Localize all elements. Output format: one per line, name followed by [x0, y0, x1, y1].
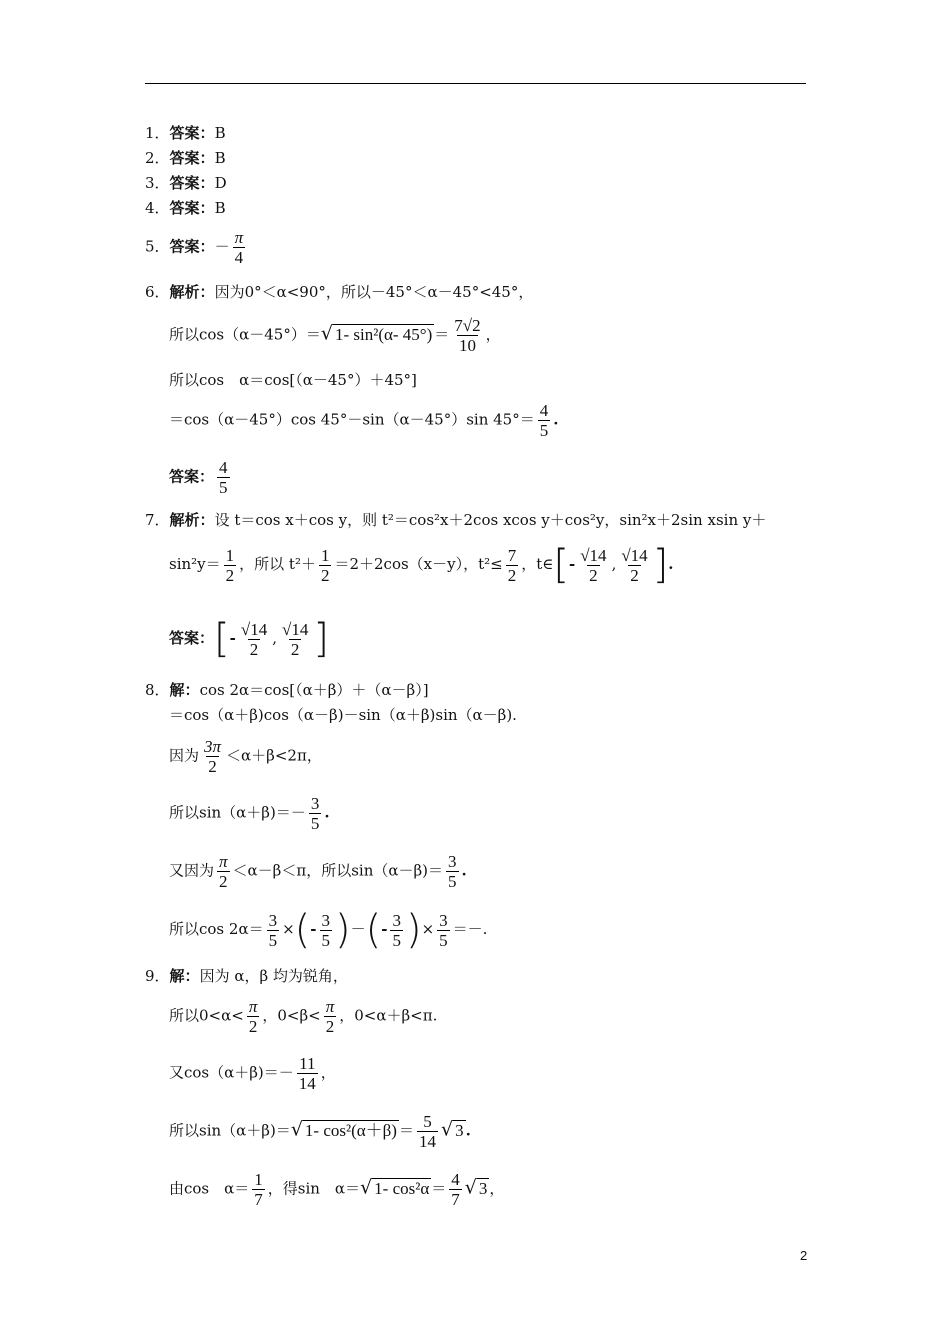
- fraction: $\frac{3}{5}$: [310, 794, 320, 833]
- q7-line2: sin²y＝ $\frac{1}{2}$ ，所以 t²＋ $\frac{1}{2}$ ＝2＋2cos（x－y），t²≤ $\frac{7}{2}$ ，t∈[- $\frac{√14}{2}$ , $\frac{√14}{2}$ ].: [169, 542, 674, 588]
- q6-line2: 所以cos（α－45°）＝√ 1- sin²(α- 45°) ＝ $\frac{7√2}{10}$ ，: [169, 316, 501, 355]
- answer-3: 3．答案：D: [145, 174, 227, 192]
- q6-line3: 所以cos α＝cos[（α－45°）＋45°]: [169, 371, 417, 389]
- fraction: $\frac{4}{5}$: [539, 401, 549, 440]
- q6-line1: 6．解析：因为0°＜α<90°，所以－45°＜α－45°<45°，: [145, 283, 534, 301]
- q8-line3: 因为 $\frac{3\pi}{2}$ ＜α＋β<2π，: [169, 737, 322, 776]
- fraction: $\frac{\pi}{2}$: [219, 852, 228, 891]
- fraction: $\frac{1}{7}$: [254, 1170, 263, 1209]
- fraction: $\frac{5}{14}$: [419, 1112, 436, 1151]
- left-bracket: [: [553, 542, 569, 588]
- q8-line6: 所以cos 2α＝ $\frac{3}{5}$ ×(- $\frac{3}{5}$ )－(- $\frac{3}{5}$ )× $\frac{3}{5}$ ＝－.: [169, 907, 488, 953]
- fraction: $\frac{3}{5}$: [268, 910, 278, 950]
- q9-line5: 由cos α＝ $\frac{1}{7}$ ，得sin α＝√ 1- cos²α ＝ $\frac{4}{7}$ √ 3 ，: [169, 1170, 505, 1209]
- fraction: $\frac{3\pi}{2}$: [204, 737, 222, 776]
- header-rule: [145, 83, 806, 84]
- page-number: 2: [800, 1248, 808, 1263]
- radical: 1- cos²(α＋β): [304, 1120, 397, 1140]
- fraction: $\frac{7√2}{10}$: [454, 316, 481, 355]
- answer-1: 1．答案：B: [145, 124, 226, 142]
- fraction: $\frac{3}{5}$: [448, 852, 457, 891]
- fraction: $\frac{\pi}{4}$: [234, 228, 244, 267]
- left-bracket: [: [214, 616, 230, 662]
- right-bracket: ]: [652, 542, 669, 588]
- fraction: $\frac{\pi}{2}$: [248, 997, 258, 1036]
- q8-line2: ＝cos（α＋β)cos（α－β)－sin（α＋β)sin（α－β).: [169, 706, 517, 724]
- fraction: $\frac{4}{5}$: [219, 458, 228, 497]
- q7-answer: 答案：[- $\frac{√14}{2}$ , $\frac{√14}{2}$ ]: [169, 616, 329, 662]
- radical: 3: [478, 1178, 488, 1198]
- q8-line1: 8．解：cos 2α＝cos[（α＋β）＋（α－β）]: [145, 681, 429, 699]
- right-paren: ): [405, 907, 422, 953]
- answer-2: 2．答案：B: [145, 149, 226, 167]
- answer-4: 4．答案：B: [145, 199, 226, 217]
- q8-line5: 又因为 $\frac{\pi}{2}$ ＜α－β＜π，所以sin（α－β)＝ $\frac{3}{5}$ .: [169, 852, 467, 891]
- fraction: $\frac{7}{2}$: [507, 545, 517, 585]
- fraction: $\frac{1}{2}$: [225, 545, 235, 585]
- q8-line4: 所以sin（α＋β)＝－ $\frac{3}{5}$ .: [169, 794, 330, 833]
- q6-answer: 答案： $\frac{4}{5}$: [169, 458, 228, 497]
- q9-line3: 又cos（α＋β)＝－ $\frac{11}{14}$ ，: [169, 1054, 336, 1093]
- q9-line1: 9．解：因为 α，β 均为锐角，: [145, 967, 348, 985]
- fraction: $\frac{√14}{2}$: [281, 619, 309, 659]
- q6-line4: ＝cos（α－45°）cos 45°－sin（α－45°）sin 45°＝ $\frac{4}{5}$ .: [169, 401, 559, 440]
- fraction: $\frac{3}{5}$: [392, 910, 401, 950]
- q9-line2: 所以0<α< $\frac{\pi}{2}$ ，0<β< $\frac{\pi}{2}$ ，0<α＋β<π.: [169, 997, 438, 1036]
- radical: 1- sin²(α- 45°): [334, 324, 433, 344]
- fraction: $\frac{√14}{2}$: [580, 545, 607, 585]
- fraction: $\frac{\pi}{2}$: [325, 997, 335, 1036]
- fraction: $\frac{4}{7}$: [451, 1170, 460, 1209]
- fraction: $\frac{√14}{2}$: [621, 545, 648, 585]
- fraction: $\frac{1}{2}$: [320, 545, 330, 585]
- fraction: $\frac{3}{5}$: [321, 910, 330, 950]
- right-bracket: ]: [313, 616, 329, 662]
- fraction: $\frac{√14}{2}$: [240, 619, 268, 659]
- q9-line4: 所以sin（α＋β)＝√ 1- cos²(α＋β) ＝ $\frac{5}{14}$ √ 3 .: [169, 1112, 471, 1151]
- right-paren: ): [335, 907, 351, 953]
- left-paren: (: [294, 907, 311, 953]
- answer-5: 5．答案：－ $\frac{\pi}{4}$: [145, 228, 244, 267]
- fraction: $\frac{11}{14}$: [298, 1054, 316, 1093]
- q7-line1: 7．解析：设 t＝cos x＋cos y，则 t²＝cos²x＋2cos xcos y＋cos²y，sin²x＋2sin xsin y＋: [145, 511, 767, 529]
- radical: 1- cos²α: [374, 1178, 430, 1198]
- radical: 3: [455, 1120, 464, 1140]
- left-paren: (: [365, 907, 382, 953]
- fraction: $\frac{3}{5}$: [439, 910, 448, 950]
